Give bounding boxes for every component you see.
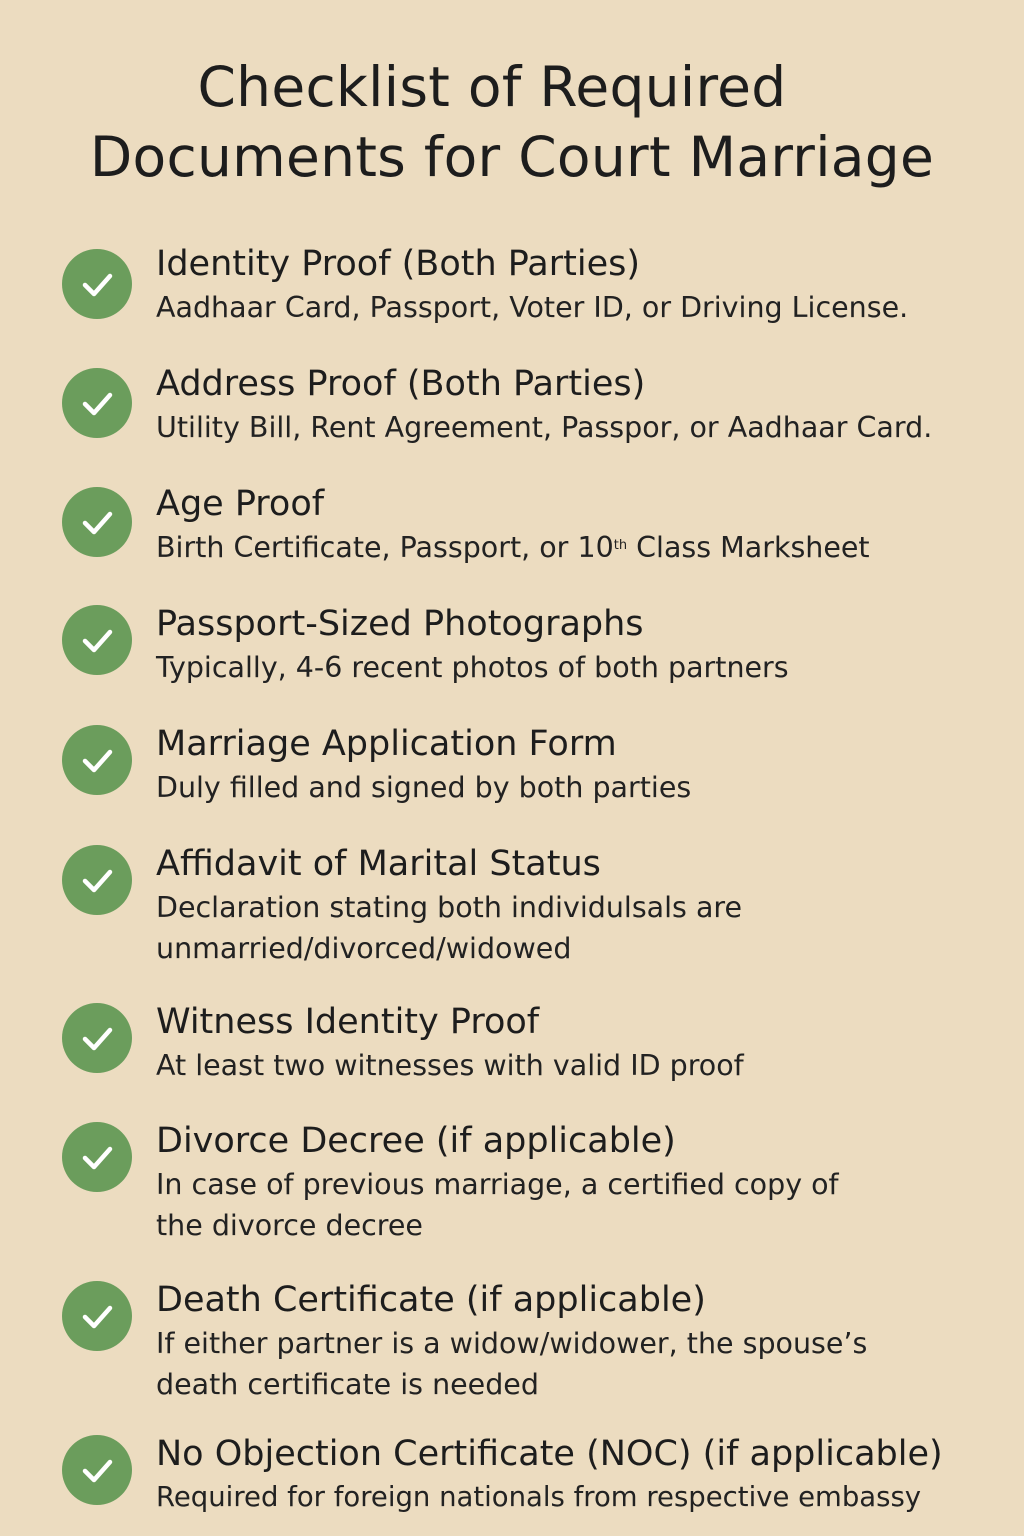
- item-description-text: Birth Certificate, Passport, or 10: [156, 531, 614, 564]
- page-title-line-1: Checklist of Required: [197, 55, 787, 119]
- item-description: Utility Bill, Rent Agreement, Passpor, or Aadhaar Card.: [156, 411, 933, 444]
- item-title: Identity Proof (Both Parties): [156, 244, 641, 284]
- check-circle-icon: [62, 605, 132, 675]
- item-title: Death Certificate (if applicable): [156, 1280, 706, 1320]
- check-circle-icon: [62, 845, 132, 915]
- check-circle-icon: [62, 368, 132, 438]
- item-title: Marriage Application Form: [156, 724, 617, 764]
- item-description: If either partner is a widow/widower, the spouse’s death certificate is needed: [156, 1327, 868, 1401]
- item-description: Typically, 4-6 recent photos of both partners: [156, 651, 789, 684]
- item-title: Affidavit of Marital Status: [156, 844, 601, 884]
- item-title: Passport-Sized Photographs: [156, 604, 644, 644]
- item-description: Declaration stating both individulsals are unmarried/divorced/widowed: [156, 891, 743, 965]
- item-title: Age Proof: [156, 484, 325, 524]
- check-circle-icon: [62, 725, 132, 795]
- item-description: At least two witnesses with valid ID proof: [156, 1049, 744, 1082]
- item-title: No Objection Certificate (NOC) (if applicable): [156, 1434, 943, 1474]
- check-circle-icon: [62, 1122, 132, 1192]
- ordinal-suffix: th: [613, 538, 628, 553]
- page-title-line-2: Documents for Court Marriage: [89, 125, 935, 189]
- check-circle-icon: [62, 1435, 132, 1505]
- check-circle-icon: [62, 1003, 132, 1073]
- item-description: Required for foreign nationals from respective embassy: [156, 1481, 922, 1513]
- item-description: In case of previous marriage, a certified copy of the divorce decree: [156, 1168, 839, 1242]
- item-description: Duly filled and signed by both parties: [156, 771, 692, 804]
- check-circle-icon: [62, 487, 132, 557]
- item-title: Divorce Decree (if applicable): [156, 1121, 676, 1161]
- check-circle-icon: [62, 249, 132, 319]
- item-description: Aadhaar Card, Passport, Voter ID, or Driving License.: [156, 291, 909, 324]
- item-description-text-end: Class Marksheet: [627, 531, 870, 564]
- check-circle-icon: [62, 1281, 132, 1351]
- item-title: Witness Identity Proof: [156, 1002, 540, 1042]
- item-title: Address Proof (Both Parties): [156, 364, 646, 404]
- page-title: [0, 52, 1024, 192]
- item-description: [156, 527, 870, 568]
